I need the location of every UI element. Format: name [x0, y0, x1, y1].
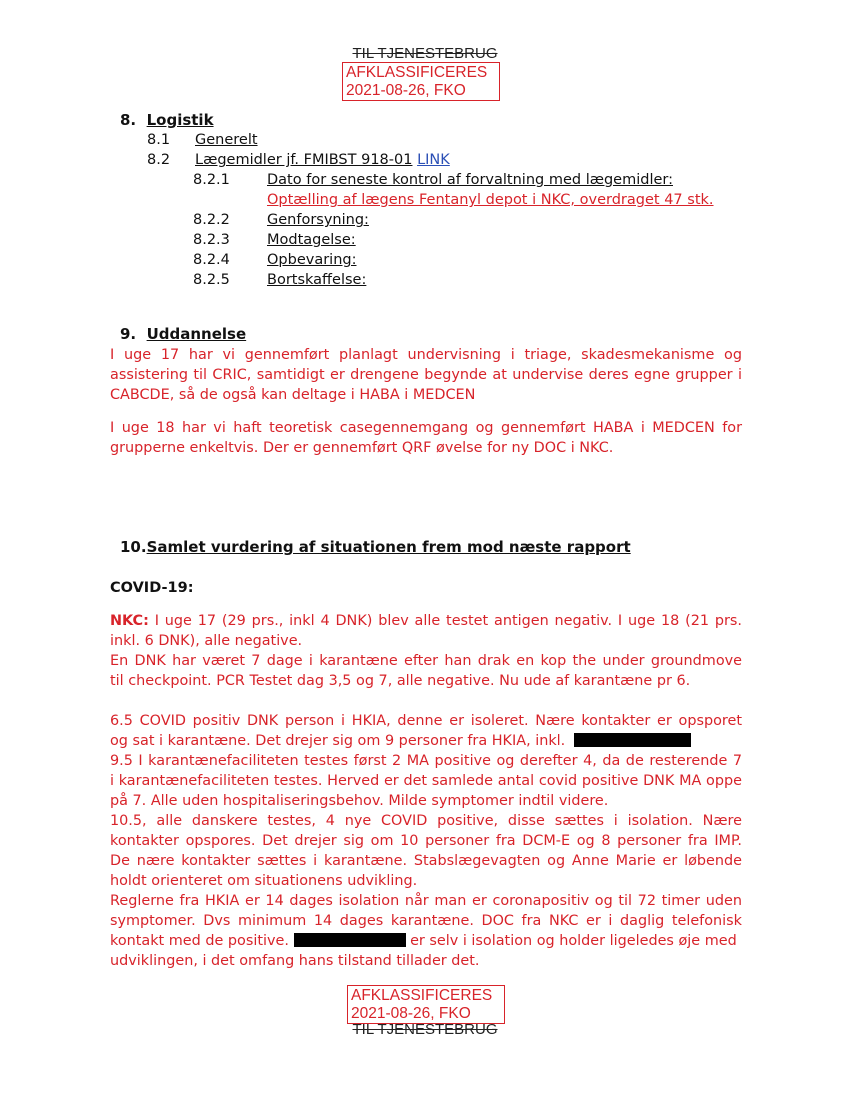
text-line: 6.5 COVID positiv DNK person i HKIA, denne er isoleret. Nære kontakter er opsporet	[110, 713, 742, 729]
subitem-number: 8.2.3	[193, 232, 230, 248]
subitem-8-2-1	[193, 172, 673, 188]
stamp-date: 2021-08-26, FKO	[346, 82, 466, 99]
text-line: 9.5 I karantænefaciliteten testes først 2 MA positive og derefter 4, da de resterende 7	[110, 753, 742, 769]
subitem-label: Modtagelse:	[267, 232, 356, 248]
subitem-label: Bortskaffelse:	[267, 272, 367, 288]
text-line: i karantænefaciliteten testes. Herved er det samlede antal covid positive DNK MA oppe	[110, 773, 742, 789]
section-number: 10.	[120, 538, 147, 556]
text-line: inkl. 6 DNK), alle negative.	[110, 633, 303, 649]
nkc-paragraph	[110, 611, 742, 691]
section-9-heading	[120, 325, 246, 343]
covid-label: COVID-19:	[110, 580, 194, 596]
item-8-1	[147, 132, 258, 148]
section-number: 9.	[120, 325, 137, 343]
item-number: 8.1	[147, 132, 171, 148]
section-title: Logistik	[146, 111, 214, 129]
text-fragment: og sat i karantæne. Det drejer sig om 9 personer fra HKIA, inkl.	[110, 733, 566, 749]
text-line: 10.5, alle danskere testes, 4 nye COVID positive, disse sættes i isolation. Nære	[110, 813, 742, 829]
text-fragment: er selv i isolation og holder ligeledes øje med	[405, 933, 737, 949]
text-line: assistering til CRIC, samtidigt er drengene begynde at undervise deres egne grupper i	[110, 367, 742, 383]
text-line	[110, 731, 742, 751]
fentanyl-note: Optælling af lægens Fentanyl depot i NKC, overdraget 47 stk.	[267, 192, 714, 208]
text-line: udviklingen, i det omfang hans tilstand tillader det.	[110, 953, 480, 969]
stamp-line: AFKLASSIFICERES	[351, 987, 493, 1004]
declassification-stamp-top	[342, 62, 500, 101]
section-10-heading	[120, 538, 631, 556]
text-fragment: I uge 17 (29 prs., inkl 4 DNK) blev alle testet antigen negativ. I uge 18 (21 prs.	[148, 613, 742, 629]
text-line: grupperne enkeltvis. Der er gennemført QRF øvelse for ny DOC i NKC.	[110, 440, 614, 456]
text-line: symptomer. Dvs minimum 14 dages karantæne. DOC fra NKC er i daglig telefonisk	[110, 913, 742, 929]
declassification-stamp-bottom	[347, 985, 505, 1024]
fmibst-link[interactable]: LINK	[417, 152, 450, 168]
stamp-line: AFKLASSIFICERES	[346, 64, 488, 81]
subitem-number: 8.2.4	[193, 252, 230, 268]
subitem-label: Opbevaring:	[267, 252, 357, 268]
text-line: på 7. Alle uden hospitaliseringsbehov. Milde symptomer indtil videre.	[110, 793, 609, 809]
classification-header: TIL TJENESTEBRUG	[352, 45, 498, 62]
stamp-date: 2021-08-26, FKO	[351, 1005, 471, 1022]
text-line: En DNK har været 7 dage i karantæne efter han drak en kop the under groundmove	[110, 653, 742, 669]
uddannelse-paragraph-2	[110, 418, 742, 458]
text-line: I uge 18 har vi haft teoretisk casegennemgang og gennemført HABA i MEDCEN for	[110, 420, 742, 436]
text-line	[110, 931, 742, 951]
text-line: CABCDE, så de også kan deltage i HABA i MEDCEN	[110, 387, 476, 403]
subitem-label: Dato for seneste kontrol af forvaltning med lægemidler:	[267, 172, 673, 188]
item-label: Generelt	[195, 132, 258, 148]
subitem-8-2-5	[193, 272, 366, 288]
text-line	[110, 611, 742, 631]
subitem-8-2-4	[193, 252, 356, 268]
subitem-8-2-3	[193, 232, 356, 248]
section-number: 8.	[120, 111, 137, 129]
uddannelse-paragraph-1	[110, 345, 742, 405]
text-line: holdt orienteret om situationens udvikling.	[110, 873, 418, 889]
subitem-number: 8.2.2	[193, 212, 230, 228]
nkc-label: NKC:	[110, 613, 149, 629]
subitem-8-2-2	[193, 212, 369, 228]
redaction-box	[574, 733, 691, 747]
text-line: kontakter opspores. Det drejer sig om 10 personer fra DCM-E og 8 personer fra IMP.	[110, 833, 742, 849]
covid-cases-paragraph	[110, 711, 742, 971]
text-line: til checkpoint. PCR Testet dag 3,5 og 7, alle negative. Nu ude af karantæne pr 6.	[110, 673, 691, 689]
redaction-box	[294, 933, 406, 947]
item-number: 8.2	[147, 152, 171, 168]
subitem-label: Genforsyning:	[267, 212, 369, 228]
text-line: De nære kontakter sættes i karantæne. Stabslægevagten og Anne Marie er løbende	[110, 853, 742, 869]
section-title: Samlet vurdering af situationen frem mod næste rapport	[146, 538, 631, 556]
text-line: I uge 17 har vi gennemført planlagt undervisning i triage, skadesmekanisme og	[110, 347, 742, 363]
item-8-2	[147, 152, 450, 168]
section-title: Uddannelse	[146, 325, 247, 343]
classification-footer: TIL TJENESTEBRUG	[352, 1021, 498, 1038]
text-fragment: kontakt med de positive.	[110, 933, 289, 949]
subitem-number: 8.2.1	[193, 172, 230, 188]
section-8-heading	[120, 111, 214, 129]
item-label: Lægemidler jf. FMIBST 918-01	[195, 152, 413, 168]
subitem-number: 8.2.5	[193, 272, 230, 288]
text-line: Reglerne fra HKIA er 14 dages isolation når man er coronapositiv og til 72 timer uden	[110, 893, 742, 909]
